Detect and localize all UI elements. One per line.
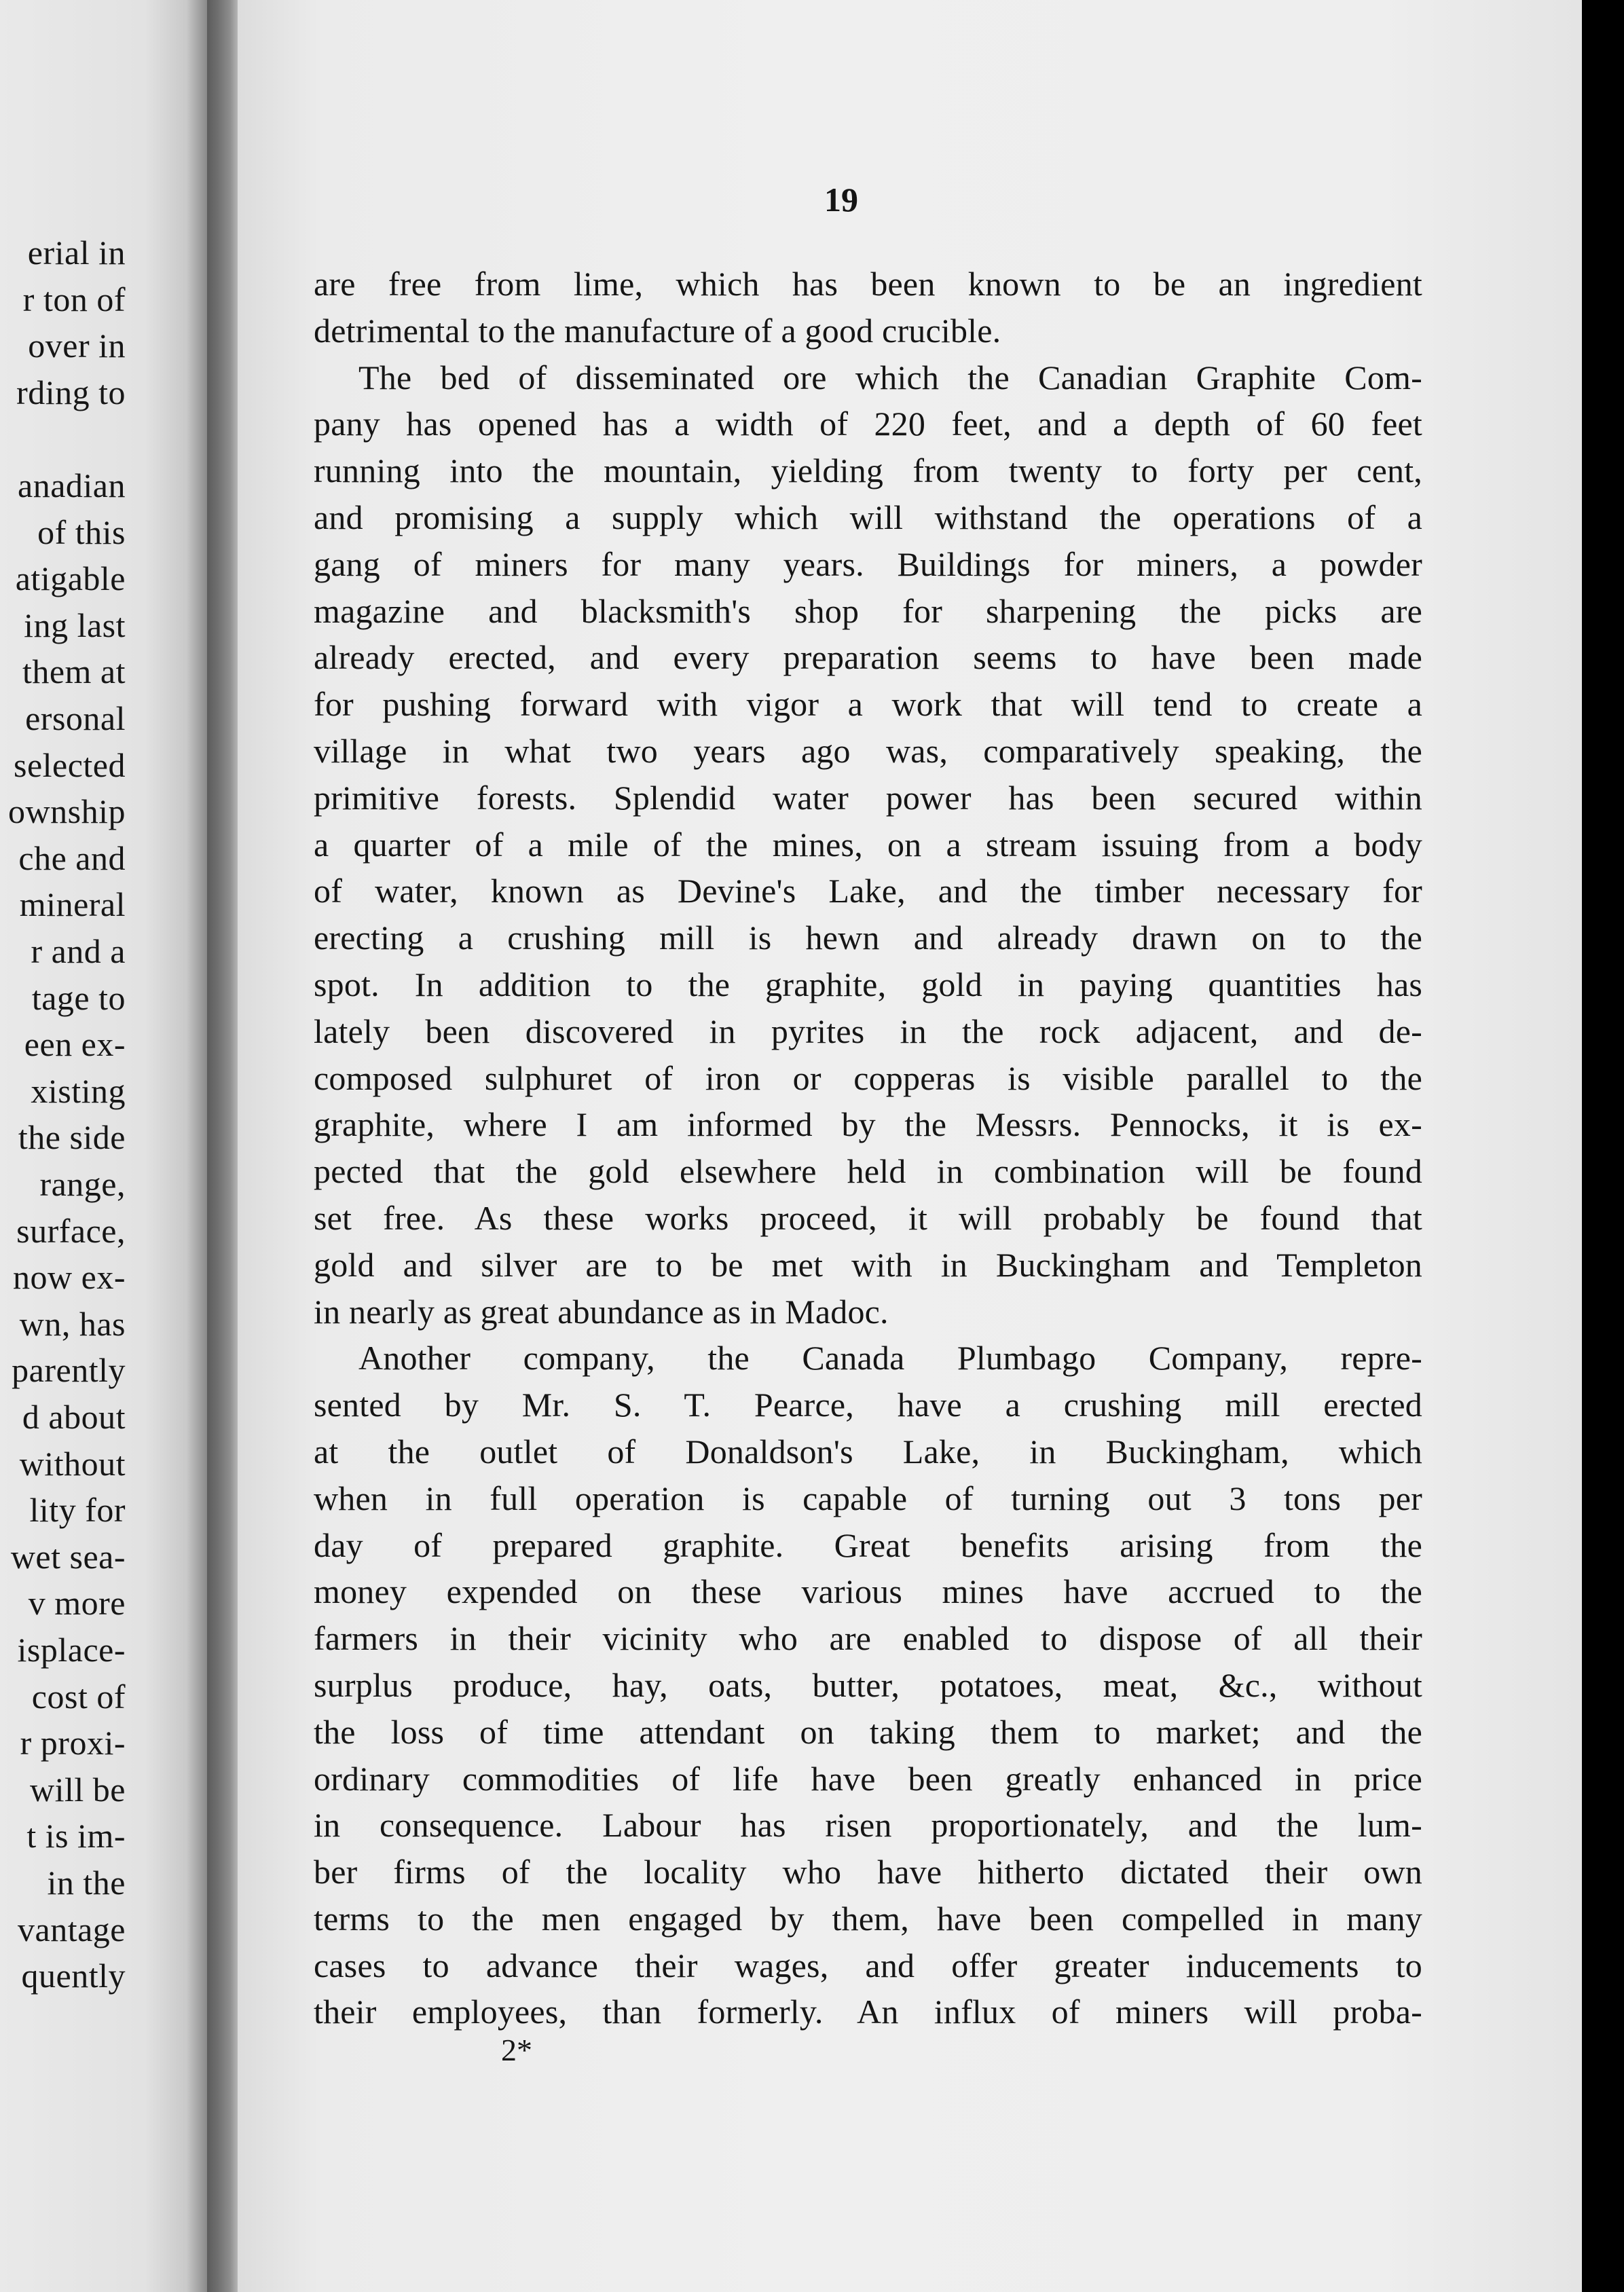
- text-line: pected that the gold elsewhere held in combination will be found: [314, 1152, 1422, 1191]
- text-line: composed sulphuret of iron or copperas is visible parallel to the: [314, 1058, 1422, 1097]
- text-line: for pushing forward with vigor a work that will tend to create a: [314, 685, 1422, 724]
- text-line: pany has opened has a width of 220 feet, and a depth of 60 feet: [314, 405, 1422, 443]
- previous-page-line: now ex-: [13, 1258, 126, 1297]
- previous-page-line: anadian: [18, 466, 126, 504]
- previous-page-line: d about: [22, 1398, 126, 1436]
- page-body-text: [314, 261, 1422, 2035]
- previous-page-line: een ex-: [24, 1025, 126, 1064]
- text-line: lately been discovered in pyrites in the rock adjacent, and de-: [314, 1012, 1422, 1050]
- text-line: running into the mountain, yielding from twenty to forty per cent,: [314, 451, 1422, 490]
- text-line: their employees, than formerly. An influx of miners will proba-: [314, 1993, 1422, 2031]
- previous-page-line: ersonal: [25, 699, 126, 737]
- previous-page-line: isplace-: [17, 1631, 126, 1669]
- previous-page-line: ing last: [24, 606, 126, 644]
- text-line: are free from lime, which has been known to be an ingredient: [314, 265, 1422, 303]
- previous-page-line: r ton of: [22, 280, 126, 318]
- text-line: magazine and blacksmith's shop for sharpening the picks are: [314, 591, 1422, 630]
- previous-page-line: lity for: [29, 1491, 126, 1530]
- text-line: village in what two years ago was, comparatively speaking, the: [314, 731, 1422, 770]
- text-line: graphite, where I am informed by the Messrs. Pennocks, it is ex-: [314, 1105, 1422, 1144]
- previous-page-line: in the: [47, 1864, 126, 1902]
- previous-page-line: range,: [39, 1165, 126, 1203]
- text-line: when in full operation is capable of turning out 3 tons per: [314, 1479, 1422, 1517]
- text-line: day of prepared graphite. Great benefits arising from the: [314, 1526, 1422, 1564]
- text-line: The bed of disseminated ore which the Canadian Graphite Com-: [358, 358, 1422, 396]
- previous-page-line: erial in: [27, 234, 126, 272]
- text-line: cases to advance their wages, and offer greater inducements to: [314, 1946, 1422, 1984]
- text-line: at the outlet of Donaldson's Lake, in Buckingham, which: [314, 1432, 1422, 1471]
- text-line: of water, known as Devine's Lake, and the timber necessary for: [314, 872, 1422, 910]
- text-line: gold and silver are to be met with in Buckingham and Templeton: [314, 1245, 1422, 1284]
- previous-page-line: over in: [28, 327, 126, 365]
- previous-page-fragment: [0, 0, 207, 2292]
- text-line: surplus produce, hay, oats, butter, potatoes, meat, &c., without: [314, 1665, 1422, 1704]
- text-line: detrimental to the manufacture of a good crucible.: [314, 311, 1001, 350]
- text-line: Another company, the Canada Plumbago Company, repre-: [358, 1339, 1422, 1378]
- text-line: farmers in their vicinity who are enabled to dispose of all their: [314, 1619, 1422, 1658]
- text-line: spot. In addition to the graphite, gold in paying quantities has: [314, 965, 1422, 1003]
- previous-page-line: of this: [37, 513, 126, 551]
- text-line: ordinary commodities of life have been greatly enhanced in price: [314, 1759, 1422, 1798]
- book-gutter-shadow: [207, 0, 238, 2292]
- previous-page-line: che and: [18, 838, 126, 877]
- previous-page-line: v more: [28, 1584, 126, 1623]
- text-line: sented by Mr. S. T. Pearce, have a crushing mill erected: [314, 1386, 1422, 1424]
- text-line: already erected, and every preparation seems to have been made: [314, 638, 1422, 677]
- text-line: in nearly as great abundance as in Madoc.: [314, 1292, 889, 1331]
- previous-page-line: without: [19, 1444, 126, 1483]
- text-line: erecting a crushing mill is hewn and already drawn on to the: [314, 919, 1422, 957]
- text-line: in consequence. Labour has risen proportionately, and the lum-: [314, 1806, 1422, 1845]
- text-line: ber firms of the locality who have hitherto dictated their own: [314, 1853, 1422, 1891]
- previous-page-line: tage to: [31, 978, 126, 1017]
- previous-page-line: the side: [18, 1118, 126, 1157]
- text-line: gang of miners for many years. Buildings for miners, a powder: [314, 544, 1422, 583]
- previous-page-line: r and a: [31, 932, 126, 970]
- text-line: the loss of time attendant on taking them to market; and the: [314, 1712, 1422, 1751]
- signature-mark: 2*: [501, 2033, 532, 2067]
- text-line: money expended on these various mines have accrued to the: [314, 1572, 1422, 1611]
- text-line: primitive forests. Splendid water power has been secured within: [314, 778, 1422, 817]
- previous-page-line: rding to: [16, 373, 126, 411]
- previous-page-line: cost of: [31, 1677, 126, 1716]
- previous-page-line: t is im-: [26, 1817, 126, 1855]
- previous-page-line: wet sea-: [10, 1537, 126, 1576]
- scan-border: [1582, 0, 1624, 2292]
- previous-page-line: atigable: [15, 559, 126, 598]
- page-number: 19: [824, 181, 858, 219]
- text-line: a quarter of a mile of the mines, on a stream issuing from a body: [314, 825, 1422, 864]
- previous-page-text: [0, 229, 207, 2063]
- previous-page-line: ownship: [8, 792, 126, 831]
- previous-page-line: mineral: [19, 885, 126, 924]
- previous-page-line: vantage: [18, 1910, 126, 1948]
- previous-page-line: selected: [13, 745, 126, 784]
- previous-page-line: wn, has: [19, 1304, 126, 1343]
- previous-page-line: quently: [21, 1957, 126, 1995]
- previous-page-line: surface,: [16, 1211, 126, 1250]
- text-line: and promising a supply which will withstand the operations of a: [314, 498, 1422, 536]
- text-line: set free. As these works proceed, it will probably be found that: [314, 1198, 1422, 1237]
- previous-page-line: parently: [12, 1351, 126, 1390]
- text-line: terms to the men engaged by them, have been compelled in many: [314, 1899, 1422, 1938]
- previous-page-line: r proxi-: [20, 1724, 126, 1762]
- previous-page-line: will be: [30, 1770, 126, 1809]
- previous-page-line: them at: [22, 652, 126, 691]
- previous-page-line: xisting: [31, 1071, 126, 1110]
